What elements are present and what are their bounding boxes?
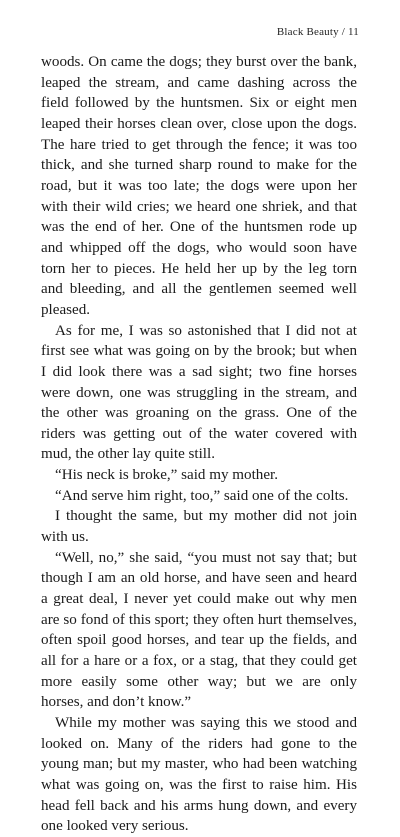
running-head: Black Beauty / 11 [276,26,359,38]
paragraph: While my mother was saying this we stood and looked on. Many of the riders had gone to the young man; but my master, who had been watching what was going on, was the first to raise him. His head fell back and his arms hung down, and every one looked very serious. [41,715,357,835]
paragraph: woods. On came the dogs; they burst over the bank, leaped the stream, and came dashing across the field followed by the huntsmen. Six or eight men leaped their horses clean over, close upon the dogs. The hare tried to get through the fence; it was too thick, and she turned sharp round to make for the road, but it was too late; the dogs were upon her with their wild cries; we heard one shriek, and that was the end of her. One of the huntsmen rode up and whipped off the dogs, who would soon have torn her to pieces. He held her up by the leg torn and bleeding, and all the gentlemen seemed well pleased. [41,54,357,318]
paragraph: “And serve him right, too,” said one of the colts. [55,487,349,504]
body-text [41,52,357,837]
paragraph: I thought the same, but my mother did not join with us. [41,508,357,546]
paragraph: “His neck is broke,” said my mother. [55,467,279,484]
paragraph: “Well, no,” she said, “you must not say that; but though I am an old horse, and have seen and heard a great deal, I never yet could make out why men are so fond of this sport; they often hurt themselves, often spoil good horses, and tear up the fields, and all for a hare or a fox, or a stag, that they could get more easily some other way; but we are only horses, and don’t know.” [41,549,357,711]
paragraph: As for me, I was so astonished that I did not at first see what was going on by the brook; but when I did look there was a sad sight; two fine horses were down, one was struggling in the stream, and the other was groaning on the grass. One of the riders was getting out of the water covered with mud, the other lay quite still. [41,322,357,463]
